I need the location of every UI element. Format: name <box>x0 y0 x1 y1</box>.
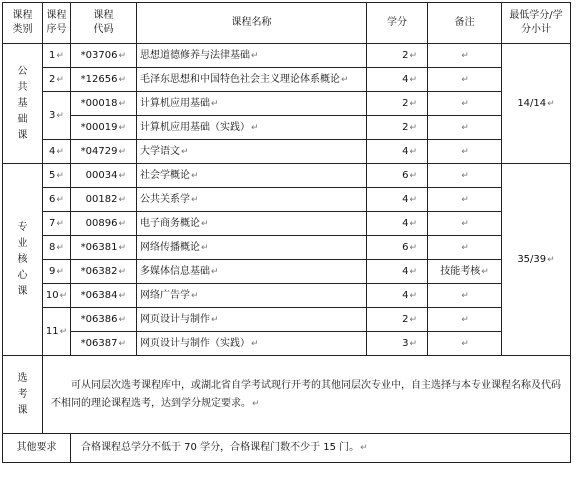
credit-cell <box>367 332 428 356</box>
name-value: 网络广告学 <box>140 289 190 301</box>
name-cell <box>137 236 367 260</box>
credit-value: 4 <box>402 73 409 85</box>
credit-value: 4 <box>402 145 409 157</box>
seq-value: 6 <box>49 193 56 205</box>
return-mark: ↵ <box>191 170 199 181</box>
category-public <box>3 44 43 164</box>
code-cell <box>71 332 137 356</box>
return-mark: ↵ <box>252 398 260 409</box>
return-mark: ↵ <box>181 146 189 157</box>
name-value: 网页设计与制作（实践） <box>140 337 250 349</box>
code-value: *06386 <box>80 313 118 325</box>
name-cell <box>137 44 367 68</box>
return-mark: ↵ <box>341 74 349 85</box>
seq-value: 8 <box>49 241 56 253</box>
credit-cell <box>367 92 428 116</box>
return-mark: ↵ <box>461 122 469 133</box>
note-cell <box>428 68 502 92</box>
category-core <box>3 164 43 356</box>
return-mark: ↵ <box>409 266 417 277</box>
return-mark: ↵ <box>201 218 209 229</box>
name-cell <box>137 188 367 212</box>
return-mark: ↵ <box>118 218 126 229</box>
return-mark: ↵ <box>409 338 417 349</box>
header-credit-text: 学分 <box>387 17 407 28</box>
return-mark: ↵ <box>56 194 64 205</box>
seq-cell <box>43 260 71 284</box>
note-cell <box>428 212 502 236</box>
seq-value: 2 <box>49 73 56 85</box>
code-value: *04729 <box>80 145 118 157</box>
code-value: *03706 <box>80 49 118 61</box>
return-mark: ↵ <box>409 50 417 61</box>
return-mark: ↵ <box>461 218 469 229</box>
return-mark: ↵ <box>191 194 199 205</box>
table-row <box>3 212 571 236</box>
credit-value: 3 <box>402 337 409 349</box>
return-mark: ↵ <box>118 242 126 253</box>
seq-cell <box>43 164 71 188</box>
return-mark: ↵ <box>547 98 555 109</box>
note-cell <box>428 92 502 116</box>
code-value: *06382 <box>80 265 118 277</box>
code-cell <box>71 116 137 140</box>
return-mark: ↵ <box>56 170 64 181</box>
table-row <box>3 188 571 212</box>
return-mark: ↵ <box>409 74 417 85</box>
code-cell <box>71 44 137 68</box>
name-cell <box>137 116 367 140</box>
other-text: 合格课程总学分不低于 70 学分，合格课程门数不少于 15 门。 <box>81 442 360 453</box>
subtotal-core <box>502 164 571 356</box>
category-other-label: 其他要求 <box>16 442 57 453</box>
return-mark: ↵ <box>211 98 219 109</box>
credit-cell <box>367 308 428 332</box>
return-mark: ↵ <box>56 242 64 253</box>
return-mark: ↵ <box>56 146 64 157</box>
header-min-credit <box>502 3 571 44</box>
return-mark: ↵ <box>118 98 126 109</box>
return-mark: ↵ <box>118 146 126 157</box>
return-mark: ↵ <box>118 266 126 277</box>
note-cell <box>428 116 502 140</box>
credit-cell <box>367 284 428 308</box>
return-mark: ↵ <box>118 74 126 85</box>
code-cell <box>71 284 137 308</box>
seq-value: 1 <box>49 49 56 61</box>
header-name-text: 课程名称 <box>231 17 272 28</box>
name-value: 网页设计与制作 <box>140 313 210 325</box>
table-header-row <box>3 3 571 44</box>
credit-value: 2 <box>402 313 409 325</box>
return-mark: ↵ <box>461 242 469 253</box>
header-code <box>71 3 137 44</box>
return-mark: ↵ <box>56 110 64 121</box>
credit-value: 4 <box>402 265 409 277</box>
return-mark: ↵ <box>547 254 555 265</box>
name-cell <box>137 212 367 236</box>
name-cell <box>137 332 367 356</box>
name-cell <box>137 140 367 164</box>
header-seq-text: 课程序号 <box>46 10 67 35</box>
header-seq <box>43 3 71 44</box>
seq-value: 3 <box>49 109 56 121</box>
seq-value: 7 <box>49 217 56 229</box>
name-value: 网络传播概论 <box>140 241 200 253</box>
subtotal-core-value: 35/39 <box>517 253 547 265</box>
seq-cell <box>43 308 71 356</box>
return-mark: ↵ <box>409 122 417 133</box>
header-credit <box>367 3 428 44</box>
elective-text: 可从同层次选考课程库中，或湖北省自学考试现行开考的其他同层次专业中，自主选择与本专业课程名称及代码不相同的理论课程选考，达到学分规定要求。 <box>51 379 561 409</box>
return-mark: ↵ <box>360 443 368 453</box>
name-cell <box>137 260 367 284</box>
header-min-credit-text: 最低学分/学分小计 <box>509 10 563 35</box>
seq-cell <box>43 68 71 92</box>
elective-row <box>3 356 571 434</box>
return-mark: ↵ <box>409 218 417 229</box>
seq-value: 11 <box>45 325 59 337</box>
credit-cell <box>367 140 428 164</box>
name-cell <box>137 68 367 92</box>
subtotal-public <box>502 44 571 164</box>
credit-value: 4 <box>402 289 409 301</box>
return-mark: ↵ <box>409 98 417 109</box>
code-cell <box>71 68 137 92</box>
name-value: 思想道德修养与法律基础 <box>140 49 250 61</box>
credit-cell <box>367 260 428 284</box>
header-note <box>428 3 502 44</box>
credit-cell <box>367 44 428 68</box>
return-mark: ↵ <box>251 122 259 133</box>
return-mark: ↵ <box>461 50 469 61</box>
note-cell <box>428 164 502 188</box>
table-row <box>3 260 571 284</box>
code-cell <box>71 260 137 284</box>
return-mark: ↵ <box>461 338 469 349</box>
seq-cell <box>43 236 71 260</box>
code-cell <box>71 188 137 212</box>
return-mark: ↵ <box>56 218 64 229</box>
return-mark: ↵ <box>461 194 469 205</box>
return-mark: ↵ <box>409 242 417 253</box>
seq-value: 5 <box>49 169 56 181</box>
seq-cell <box>43 92 71 140</box>
return-mark: ↵ <box>118 194 126 205</box>
credit-cell <box>367 116 428 140</box>
code-value: 00896 <box>85 217 118 229</box>
name-value: 公共关系学 <box>140 193 190 205</box>
credit-value: 4 <box>402 217 409 229</box>
return-mark: ↵ <box>118 122 126 133</box>
return-mark: ↵ <box>191 290 199 301</box>
return-mark: ↵ <box>56 50 64 61</box>
name-value: 社会学概论 <box>140 169 190 181</box>
code-cell <box>71 212 137 236</box>
name-cell <box>137 92 367 116</box>
credit-value: 4 <box>402 193 409 205</box>
seq-cell <box>43 140 71 164</box>
name-value: 电子商务概论 <box>140 217 200 229</box>
table-row <box>3 44 571 68</box>
return-mark: ↵ <box>409 194 417 205</box>
code-value: *06384 <box>80 289 118 301</box>
header-name <box>137 3 367 44</box>
table-row <box>3 284 571 308</box>
return-mark: ↵ <box>118 338 126 349</box>
other-requirements <box>71 434 571 463</box>
note-cell <box>428 188 502 212</box>
return-mark: ↵ <box>461 290 469 301</box>
return-mark: ↵ <box>251 50 259 61</box>
return-mark: ↵ <box>59 290 68 301</box>
code-cell <box>71 164 137 188</box>
note-value: 技能考核 <box>440 265 481 277</box>
name-value: 大学语文 <box>140 145 180 157</box>
seq-value: 10 <box>45 289 59 301</box>
code-value: *00018 <box>80 97 118 109</box>
header-code-text: 课程代码 <box>93 10 114 35</box>
other-requirements-row <box>3 434 571 463</box>
code-value: *00019 <box>80 121 118 133</box>
code-cell <box>71 92 137 116</box>
curriculum-table <box>2 2 571 463</box>
return-mark: ↵ <box>118 314 126 325</box>
credit-value: 2 <box>402 121 409 133</box>
table-row <box>3 140 571 164</box>
return-mark: ↵ <box>461 146 469 157</box>
category-public-label: 公共基础课 <box>17 65 28 141</box>
table-row <box>3 68 571 92</box>
name-value: 毛泽东思想和中国特色社会主义理论体系概论 <box>140 73 340 85</box>
return-mark: ↵ <box>461 170 469 181</box>
credit-cell <box>367 212 428 236</box>
credit-value: 2 <box>402 97 409 109</box>
return-mark: ↵ <box>251 338 259 349</box>
code-value: *06387 <box>80 337 118 349</box>
note-cell <box>428 260 502 284</box>
code-value: 00034 <box>85 169 118 181</box>
subtotal-public-value: 14/14 <box>517 97 547 109</box>
credit-cell <box>367 236 428 260</box>
return-mark: ↵ <box>409 314 417 325</box>
return-mark: ↵ <box>409 146 417 157</box>
header-category-text: 课程类别 <box>12 10 33 35</box>
return-mark: ↵ <box>201 242 209 253</box>
return-mark: ↵ <box>56 74 64 85</box>
return-mark: ↵ <box>118 50 126 61</box>
category-elective-label: 选考课 <box>17 372 28 416</box>
note-cell <box>428 284 502 308</box>
seq-cell <box>43 284 71 308</box>
note-cell <box>428 332 502 356</box>
name-cell <box>137 284 367 308</box>
category-core-label: 专业核心课 <box>17 221 28 297</box>
return-mark: ↵ <box>481 266 489 277</box>
credit-value: 6 <box>402 169 409 181</box>
credit-cell <box>367 164 428 188</box>
credit-cell <box>367 188 428 212</box>
table-row <box>3 308 571 332</box>
note-cell <box>428 308 502 332</box>
code-cell <box>71 140 137 164</box>
credit-value: 2 <box>402 49 409 61</box>
category-elective <box>3 356 43 434</box>
name-value: 计算机应用基础（实践） <box>140 121 250 133</box>
return-mark: ↵ <box>56 266 64 277</box>
table-row <box>3 164 571 188</box>
header-note-text: 备注 <box>454 17 475 28</box>
seq-value: 9 <box>49 265 56 277</box>
seq-value: 4 <box>49 145 56 157</box>
name-value: 多媒体信息基础 <box>140 265 210 277</box>
table-row <box>3 116 571 140</box>
name-cell <box>137 308 367 332</box>
credit-cell <box>367 68 428 92</box>
note-cell <box>428 140 502 164</box>
code-value: *06381 <box>80 241 118 253</box>
return-mark: ↵ <box>118 290 126 301</box>
name-cell <box>137 164 367 188</box>
table-row <box>3 92 571 116</box>
return-mark: ↵ <box>461 74 469 85</box>
return-mark: ↵ <box>461 98 469 109</box>
name-value: 计算机应用基础 <box>140 97 210 109</box>
code-value: 00182 <box>85 193 118 205</box>
header-category <box>3 3 43 44</box>
return-mark: ↵ <box>461 314 469 325</box>
code-cell <box>71 308 137 332</box>
return-mark: ↵ <box>118 170 126 181</box>
code-value: *12656 <box>80 73 118 85</box>
table-row <box>3 332 571 356</box>
note-cell <box>428 236 502 260</box>
return-mark: ↵ <box>409 290 417 301</box>
table-row <box>3 236 571 260</box>
return-mark: ↵ <box>211 266 219 277</box>
category-other <box>3 434 71 463</box>
seq-cell <box>43 44 71 68</box>
seq-cell <box>43 188 71 212</box>
seq-cell <box>43 212 71 236</box>
return-mark: ↵ <box>59 326 68 337</box>
elective-description <box>43 356 571 434</box>
note-cell <box>428 44 502 68</box>
credit-value: 6 <box>402 241 409 253</box>
return-mark: ↵ <box>211 314 219 325</box>
return-mark: ↵ <box>409 170 417 181</box>
code-cell <box>71 236 137 260</box>
